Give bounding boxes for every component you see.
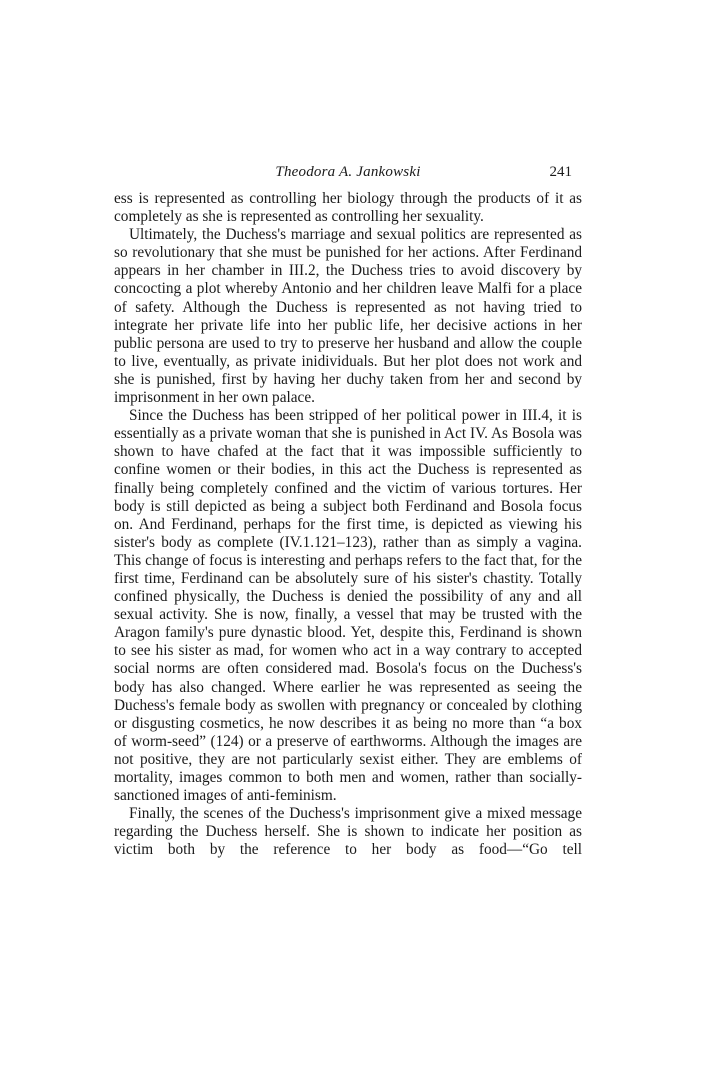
running-head-author: Theodora A. Jankowski (275, 164, 421, 180)
running-head (114, 164, 582, 188)
paragraph: Finally, the scenes of the Duchess's imprisonment give a mixed message regarding the Duchess herself. She is shown to indicate her position as victim both by the reference to her body as food—“Go tell (114, 805, 582, 859)
body-text (114, 190, 582, 859)
book-page (114, 164, 582, 859)
paragraph: Since the Duchess has been stripped of her political power in III.4, it is essentially as a private woman that she is punished in Act IV. As Bosola was shown to have chafed at the fact that it was impossible sufficiently to confine women or their bodies, in this act the Duchess is represented as finally being completely confined and the victim of various tortures. Her body is still depicted as being a subject both Ferdinand and Bosola focus on. And Ferdinand, perhaps for the first time, is depicted as viewing his sister's body as complete (IV.1.121–123), rather than as simply a vagina. This change of focus is interesting and perhaps refers to the fact that, for the first time, Ferdinand can be absolutely sure of his sister's chastity. Totally confined physically, the Duchess is denied the possibility of any and all sexual activity. She is now, finally, a vessel that may be trusted with the Aragon family's pure dynastic blood. Yet, despite this, Ferdinand is shown to see his sister as mad, for women who act in a way contrary to accepted social norms are often considered mad. Bosola's focus on the Duchess's body has also changed. Where earlier he was represented as seeing the Duchess's female body as swollen with pregnancy or concealed by clothing or disgusting cosmetics, he now describes it as being no more than “a box of worm-seed” (124) or a preserve of earthworms. Although the images are not positive, they are not particularly sexist either. They are emblems of mortality, images common to both men and women, rather than socially-sanctioned images of anti-feminism. (114, 407, 582, 805)
paragraph: ess is represented as controlling her biology through the products of it as completely as she is represented as controlling her sexuality. (114, 190, 582, 226)
paragraph: Ultimately, the Duchess's marriage and sexual politics are represented as so revolutionary that she must be punished for her actions. After Ferdinand appears in her chamber in III.2, the Duchess tries to avoid discovery by concocting a plot whereby Antonio and her children leave Malfi for a place of safety. Although the Duchess is represented as not having tried to integrate her private life into her public life, her decisive actions in her public persona are used to try to preserve her husband and allow the couple to live, eventually, as private inidividuals. But her plot does not work and she is punished, first by having her duchy taken from her and second by imprisonment in her own palace. (114, 226, 582, 407)
page-number: 241 (549, 164, 572, 180)
